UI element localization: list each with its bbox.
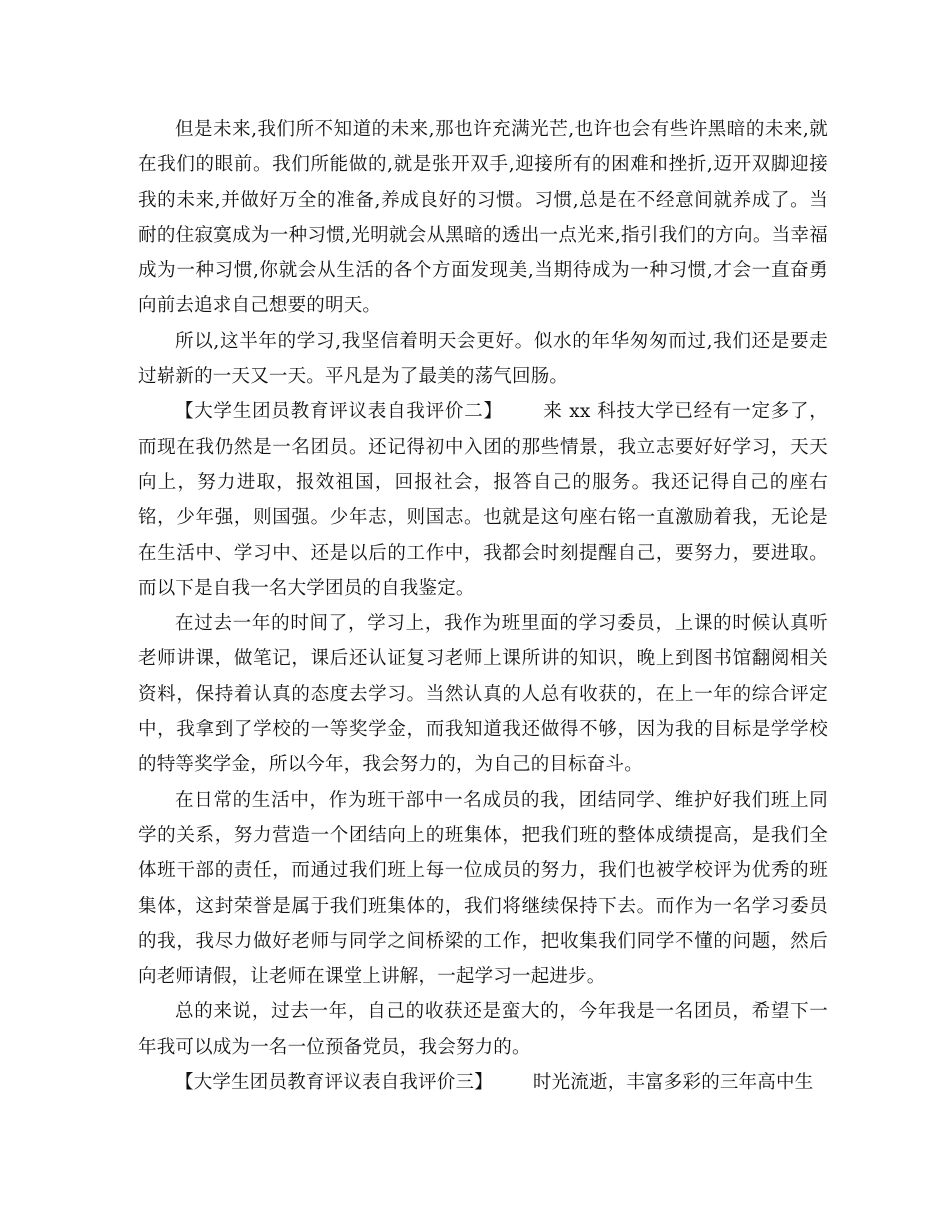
section-heading: 【大学生团员教育评议表自我评价二】 (175, 401, 503, 423)
paragraph-text: 所以,这半年的学习,我坚信着明天会更好。似水的年华匆匆而过,我们还是要走过崭新的一天又一天。平凡是为了最美的荡气回肠。 (138, 330, 828, 388)
paragraph-half-year (138, 324, 828, 395)
paragraph-text: 时光流逝，丰富多彩的三年高中生 (532, 1072, 814, 1094)
paragraph-daily-life (138, 783, 828, 995)
paragraph-text: 但是未来,我们所不知道的未来,那也许充满光芒,也许也会有些许黑暗的未来,就在我们的眼前。我们所能做的,就是张开双手,迎接所有的困难和挫折,迈开双脚迎接我的未来,并做好万全的准备,养成良好的习惯。习惯,总是在不经意间就养成了。当耐的住寂寞成为一种习惯,光明就会从黑暗的透出一点光来,指引我们的方向。当幸福成为一种习惯,你就会从生活的各个方面发现美,当期待成为一种习惯,才会一直奋勇向前去追求自己想要的明天。 (138, 119, 828, 317)
paragraph-text: 在过去一年的时间了，学习上，我作为班里面的学习委员，上课的时候认真听老师讲课，做笔记，课后还认证复习老师上课所讲的知识，晚上到图书馆翻阅相关资料，保持着认真的态度去学习。当然认真的人总有收获的，在上一年的综合评定中，我拿到了学校的一等奖学金，而我知道我还做得不够，因为我的目标是学学校的特等奖学金，所以今年，我会努力的，为自己的目标奋斗。 (138, 613, 828, 776)
paragraph-future (138, 112, 828, 324)
paragraph-summary (138, 994, 828, 1065)
paragraph-text: 总的来说，过去一年，自己的收获还是蛮大的，今年我是一名团员，希望下一年我可以成为一名一位预备党员，我会努力的。 (138, 1001, 828, 1058)
paragraph-evaluation-three (138, 1065, 828, 1100)
document-page (138, 112, 828, 1100)
section-heading: 【大学生团员教育评议表自我评价三】 (175, 1072, 493, 1094)
paragraph-evaluation-two (138, 394, 828, 606)
paragraph-text: 在日常的生活中，作为班干部中一名成员的我，团结同学、维护好我们班上同学的关系，努力营造一个团结向上的班集体，把我们班的整体成绩提高，是我们全体班干部的责任，而通过我们班上每一位成员的努力，我们也被学校评为优秀的班集体，这封荣誉是属于我们班集体的，我们将继续保持下去。而作为一名学习委员的我，我尽力做好老师与同学之间桥梁的工作，把收集我们同学不懂的问题，然后向老师请假，让老师在课堂上讲解，一起学习一起进步。 (138, 789, 828, 988)
paragraph-study (138, 606, 828, 782)
paragraph-text: 来 xx 科技大学已经有一定多了，而现在我仍然是一名团员。还记得初中入团的那些情景，我立志要好好学习，天天向上，努力进取，报效祖国，回报社会，报答自己的服务。我还记得自己的座右铭，少年强，则国强。少年志，则国志。也就是这句座右铭一直激励着我，无论是在生活中、学习中、还是以后的工作中，我都会时刻提醒自己，要努力，要进取。而以下是自我一名大学团员的自我鉴定。 (138, 401, 828, 599)
